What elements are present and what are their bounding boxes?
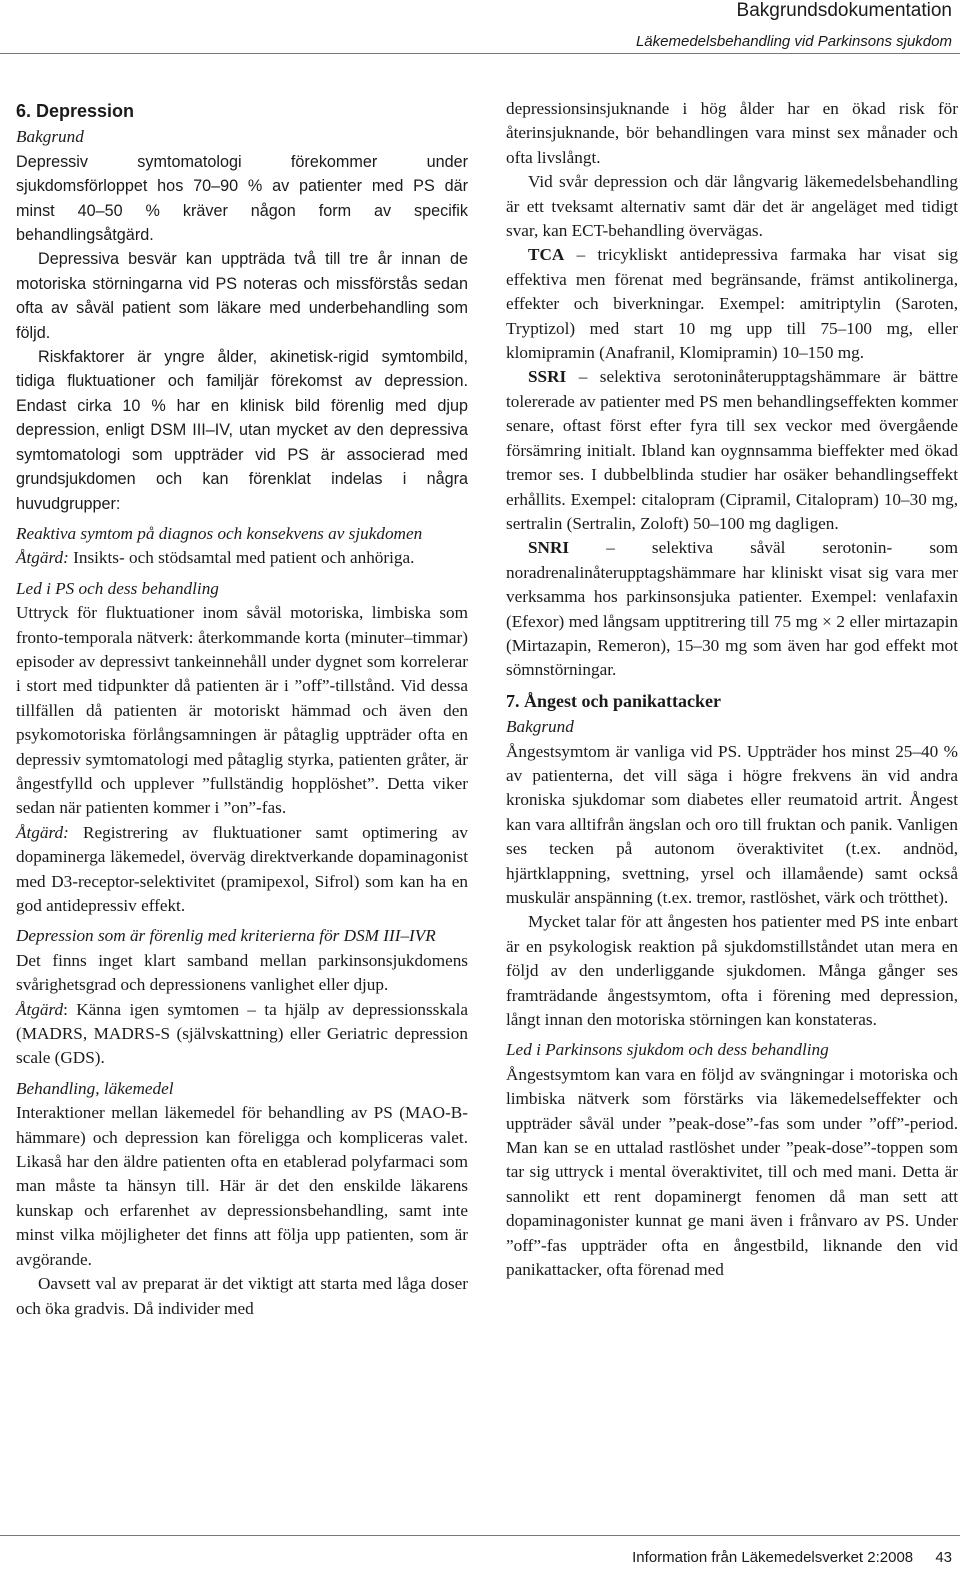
snri-text: – selektiva såväl serotonin- som noradrenalinåterupptagshämmare har kliniskt visat sig vara mer verksamma hos parkinsonsjuka patienter. Exempel: venlafaxin (Efexor) med långsam upptitrering till 75 mg × 2 eller mirtazapin (Mirtazapin, Remeron), 15–30 mg som även har god effekt mot sömnstörningar. (506, 538, 958, 680)
atgard-paragraph (16, 821, 468, 919)
paragraph: Mycket talar för att ångesten hos patienter med PS inte enbart är en psykologisk reaktion på sjukdomstillståndet utan mera en följd av den underliggande sjukdomen. Många gånger ses framträdande ångestsymtom, ofta i förening med depression, långt innan den motoriska störningen kan konstateras. (506, 912, 958, 1030)
tca-label: TCA (528, 245, 565, 265)
snri-paragraph (506, 536, 958, 682)
subheading-led-i-parkinsons: Led i Parkinsons sjukdom och dess behandling (506, 1040, 829, 1060)
subheading-led-i-ps: Led i PS och dess behandling (16, 578, 219, 598)
atgard-paragraph (16, 998, 468, 1071)
tca-paragraph (506, 243, 958, 365)
ssri-paragraph (506, 365, 958, 536)
snri-label: SNRI (528, 538, 570, 558)
subheading-behandling: Behandling, läkemedel (16, 1078, 174, 1098)
paragraph: Ångestsymtom kan vara en följd av svängningar i motoriska och limbiska nätverk som förstärks via läkemedelseffekter och uppträder såväl under ”peak-dose”-fas som under ”off”-period. Man kan se en uttalad rastlöshet under ”peak-dose”-toppen som tar sig uttryck i mental överaktivitet, till och med mani. Detta är sannolikt ett rent dopaminergt fenomen då man sett att dopaminagonister kunnat ge mani även i frånvaro av PS. Under ”off”-fas uppträder ofta en ångestbild, liknande den vid panikattacker, ofta förenad med (506, 1064, 958, 1280)
footer-source: Information från Läkemedelsverket 2:2008 (632, 1549, 914, 1566)
atgard-text: Registrering av fluktuationer samt optimering av dopaminerga läkemedel, överväg direktverkande dopaminagonist med D3-receptor-selektivitet (pramipexol, Sifrol) som kan ha en god antidepressiv effekt. (16, 822, 468, 915)
atgard-paragraph (16, 546, 468, 570)
subheading-bakgrund: Bakgrund (506, 717, 574, 737)
page-footer (632, 1549, 952, 1566)
section-heading-depression: 6. Depression (16, 101, 135, 121)
footer-divider (0, 1535, 960, 1536)
section-heading-angest: 7. Ångest och panikattacker (506, 690, 721, 711)
ssri-label: SSRI (528, 367, 567, 387)
header-divider (0, 53, 960, 54)
subheading-bakgrund: Bakgrund (16, 127, 84, 147)
document-subtitle: Läkemedelsbehandling vid Parkinsons sjukdom (635, 33, 952, 50)
paragraph: Oavsett val av preparat är det viktigt att starta med låga doser och öka gradvis. Då individer med (16, 1274, 468, 1318)
atgard-label: Åtgärd: (16, 822, 69, 842)
paragraph: Depressiv symtomatologi förekommer under sjukdomsförloppet hos 70–90 % av patienter med PS där minst 40–50 % kräver någon form av specifik behandlingsåtgärd. (16, 152, 468, 245)
subheading-dsm: Depression som är förenlig med kriterierna för DSM III–IVR (16, 926, 436, 946)
atgard-label: Åtgärd: (16, 548, 69, 568)
paragraph: Det finns inget klart samband mellan parkinsonsjukdomens svårighetsgrad och depressionens vanlighet eller djup. (16, 950, 468, 995)
right-column (506, 97, 958, 1283)
tca-text: – tricykliskt antidepressiva farmaka har visat sig effektiva men förenat med begränsande, främst antikolinerga, effekter och biverkningar. Exempel: amitriptylin (Saroten, Tryptizol) med start 10 mg upp till 75–100 mg, eller klomipramin (Anafranil, Klomipramin) 10–150 mg. (506, 245, 958, 363)
subheading-reaktiva: Reaktiva symtom på diagnos och konsekvens av sjukdomen (16, 523, 423, 543)
document-type-title: Bakgrundsdokumentation (736, 0, 952, 21)
paragraph: depressionsinsjuknande i hög ålder har en ökad risk för återinsjuknande, bör behandlingen vara minst sex månader och ofta livslångt. (506, 99, 958, 167)
paragraph: Uttryck för fluktuationer inom såväl motoriska, limbiska som fronto-temporala nätverk: återkommande korta (minuter–timmar) episoder av depressivt tankeinnehåll under dygnet som korrelerar i stort med tidpunkter då patienten är i ”off”-tillstånd. Vid dessa tillfällen då patienten är motoriskt hämmad och även den psykomotoriska förlångsamningen är påtaglig uppträder ofta en depressiv symtomatologi med påtaglig styrka, patienten gråter, är ångestfylld och upplever ”fullständig hopplöshet”. Detta viker sedan när patienten kommer i ”on”-fas. (16, 603, 468, 818)
paragraph: Interaktioner mellan läkemedel för behandling av PS (MAO-B-hämmare) och depression kan föreligga och kompliceras valet. Likaså har den äldre patienten ofta en etablerad polyfarmaci som man måste ta hänsyn till. Här är det den enskilde läkarens kunskap och erfarenhet av depressionsbehandling, samt inte minst vilka möjligheter det finns att följa upp patienten, som är avgörande. (16, 1103, 468, 1269)
paragraph: Vid svår depression och där långvarig läkemedelsbehandling är ett tveksamt alternativ samt där det är angeläget med tidigt svar, kan ECT-behandling övervägas. (506, 172, 958, 241)
paragraph: Riskfaktorer är yngre ålder, akinetisk-rigid symtombild, tidiga fluktuationer och familjär förekomst av depression. Endast cirka 10 % har en klinisk bild förenlig med djup depression, enligt DSM III–IV, utan mycket av den depressiva symtomatologi som uppträder vid PS är associerad med grundsjukdomen och kan förenklat indelas i några huvudgrupper: (16, 348, 468, 513)
page-number: 43 (935, 1549, 952, 1566)
paragraph: Ångestsymtom är vanliga vid PS. Uppträder hos minst 25–40 % av patienterna, det vill säga i högre frekvens än vid andra kroniska sjukdomar som diabetes eller reumatoid artrit. Ångest kan vara alltifrån ängslan och oro till fruktan och panik. Vanligen ses tecken på autonom överaktivitet (t.ex. andnöd, hjärtklappning, svettning, yrsel och illamående) samt också muskulär anspänning (t.ex. tremor, rastlöshet, värk och trötthet). (506, 741, 958, 907)
page-header (636, 0, 952, 52)
left-column (16, 97, 468, 1321)
paragraph: Depressiva besvär kan uppträda två till tre år innan de motoriska störningarna vid PS noteras och missförstås sedan ofta av såväl patient som läkare med underbehandling som följd. (16, 250, 468, 342)
ssri-text: – selektiva serotoninåterupptagshämmare är bättre tolererade av patienter med PS men behandlingseffekten kommer senare, oftast först efter fyra till sex veckor med övergående försämring initialt. Ibland kan oygnnsamma bieffekter med ökad tremor ses. I dubbelblinda studier har osäker behandlingseffekt erhållits. Exempel: citalopram (Cipramil, Citalopram) 10–30 mg, sertralin (Sertralin, Zoloft) 50–100 mg dagligen. (506, 367, 958, 533)
atgard-text: : Känna igen symtomen – ta hjälp av depressionsskala (MADRS, MADRS-S (självskattning) eller Geriatric depression scale (GDS). (16, 999, 468, 1068)
atgard-label: Åtgärd (16, 999, 64, 1019)
atgard-text: Insikts- och stödsamtal med patient och anhöriga. (68, 548, 415, 568)
